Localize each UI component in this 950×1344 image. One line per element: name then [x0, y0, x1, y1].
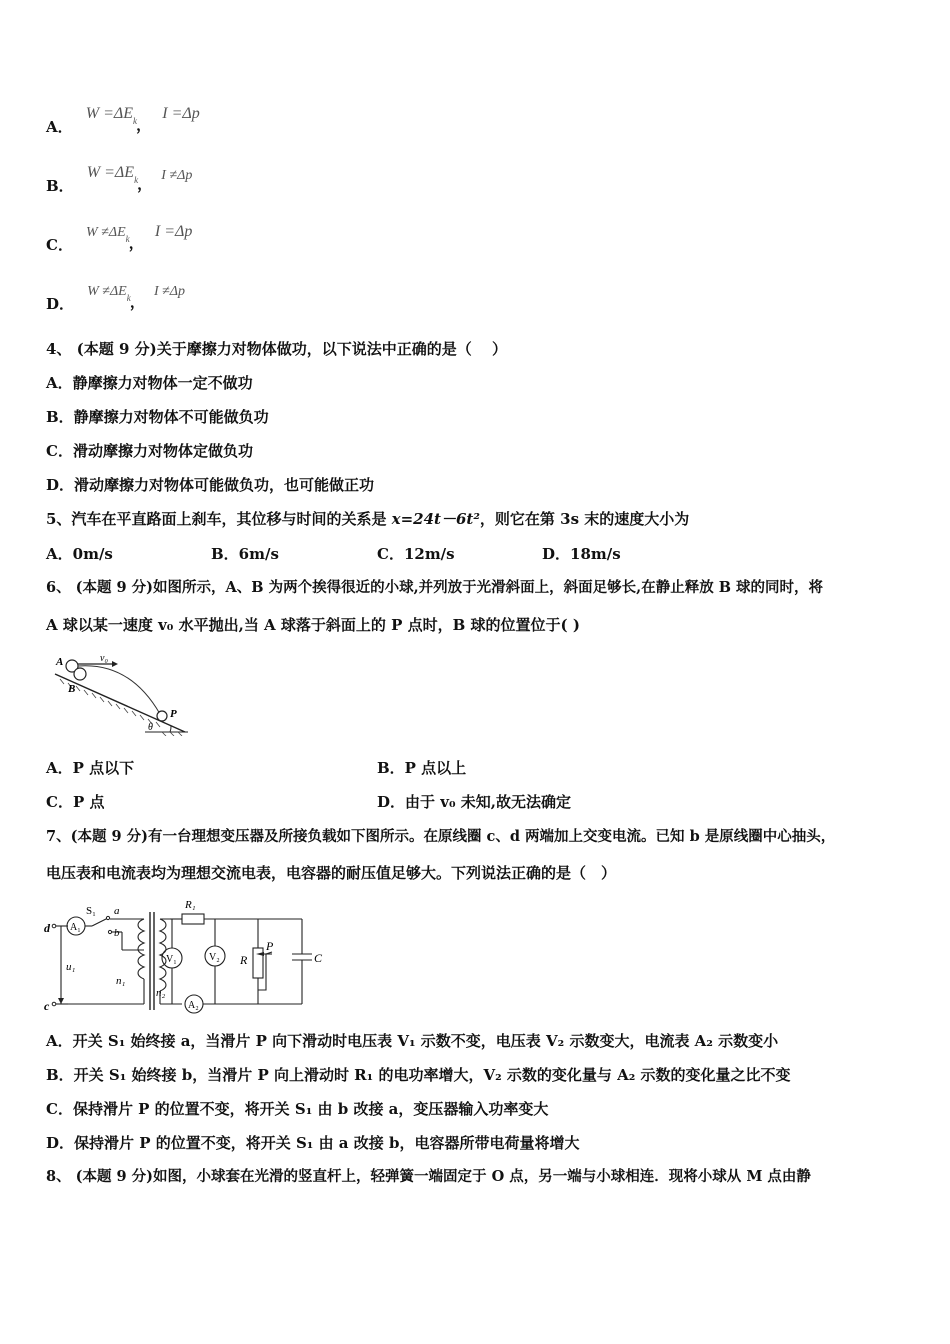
q3-option-b	[46, 163, 193, 195]
q6-option-c: C．P 点	[46, 793, 105, 811]
q4-option-d: D．滑动摩擦力对物体可能做负功，也可能做正功	[46, 476, 375, 494]
q5-option-c: C．12m/s	[377, 545, 455, 563]
label-a: A	[56, 656, 64, 668]
q7-option-d: D．保持滑片 P 的位置不变，将开关 S₁ 由 a 改接 b，电容器所带电荷量将增大	[46, 1134, 580, 1152]
q3-option-c	[46, 222, 193, 254]
separator: ，	[137, 175, 153, 193]
q5-option-d: D．18m/s	[542, 545, 621, 563]
label-p: P	[170, 708, 177, 720]
q3-option-d	[46, 281, 185, 313]
work-subscript: k	[133, 116, 138, 127]
label-r: R	[240, 953, 248, 967]
option-label: A．	[46, 118, 73, 136]
label-p: P	[266, 939, 274, 953]
impulse-expression: I ≠Δp	[161, 168, 193, 183]
q7-option-a: A．开关 S₁ 始终接 a，当滑片 P 向下滑动时电压表 V₁ 示数不变，电压表 V₂ 示数变大，电流表 A₂ 示数变小	[46, 1032, 779, 1050]
impulse-expression: I =Δp	[154, 223, 193, 240]
q5-formula: x=24t－6t²	[391, 510, 480, 528]
incline-figure	[50, 652, 190, 736]
q8-stem: 8、 (本题 9 分)如图，小球套在光滑的竖直杆上，轻弹簧一端固定于 O 点，另一端与小球相连．现将小球从 M 点由静	[46, 1168, 811, 1185]
q6-option-b: B．P 点以上	[377, 759, 467, 777]
work-expression: W ≠ΔE	[87, 284, 127, 299]
option-label: D．	[46, 295, 75, 313]
q5-stem-prefix: 5、汽车在平直路面上刹车，其位移与时间的关系是	[46, 510, 392, 528]
label-cap: C	[314, 951, 323, 965]
q6-stem-line1: 6、 (本题 9 分)如图所示，A、B 为两个挨得很近的小球,并列放于光滑斜面上，斜面足够长,在静止释放 B 球的同时，将	[46, 579, 824, 596]
work-expression: W ≠ΔE	[86, 225, 126, 240]
q7-stem-line1: 7、(本题 9 分)有一台理想变压器及所接负载如下图所示。在原线圈 c、d 两端加上交变电流。已知 b 是原线圈中心抽头，	[46, 828, 836, 845]
label-a: a	[114, 905, 120, 917]
label-r1: R₁	[185, 899, 196, 911]
q5-option-a: A．0m/s	[46, 545, 113, 563]
separator: ，	[128, 234, 144, 252]
label-n2: n₂	[156, 987, 166, 999]
ball-at-p	[157, 711, 167, 721]
transformer-circuit	[44, 892, 334, 1018]
q7-stem-line2: 电压表和电流表均为理想交流电表，电容器的耐压值足够大。下列说法正确的是（ ）	[46, 864, 617, 882]
label-v1: V₁	[166, 954, 177, 965]
label-d: d	[44, 921, 50, 935]
label-v2: V₂	[209, 952, 220, 963]
q3-option-a	[46, 104, 200, 136]
q7-option-b: B．开关 S₁ 始终接 b，当滑片 P 向上滑动时 R₁ 的电功率增大，V₂ 示数的变化量与 A₂ 示数的变化量之比不变	[46, 1066, 791, 1084]
label-c: c	[44, 999, 50, 1013]
q7-option-c: C．保持滑片 P 的位置不变，将开关 S₁ 由 b 改接 a，变压器输入功率变大	[46, 1100, 549, 1118]
label-v0: v₀	[100, 653, 108, 664]
label-s1: S₁	[86, 905, 96, 917]
work-expression: W =ΔE	[86, 164, 135, 181]
option-label: C．	[46, 236, 73, 254]
work-subscript: k	[126, 293, 131, 304]
label-a2: A₂	[188, 1000, 199, 1011]
label-a1: A₁	[70, 922, 81, 933]
label-u1: u₁	[66, 961, 76, 973]
impulse-expression: I =Δp	[162, 105, 200, 122]
label-n1: n₁	[116, 975, 126, 987]
label-theta: θ	[148, 722, 153, 733]
option-label: B．	[46, 177, 74, 195]
q6-stem-line2: A 球以某一速度 v₀ 水平抛出,当 A 球落于斜面上的 P 点时，B 球的位置位于( )	[46, 616, 580, 634]
q6-option-d: D．由于 v₀ 未知,故无法确定	[377, 793, 571, 811]
q5-stem-suffix: ，则它在第 3s 末的速度大小为	[479, 510, 690, 528]
impulse-expression: I ≠Δp	[153, 284, 185, 299]
ball-b	[74, 668, 86, 680]
work-expression: W =ΔE	[85, 105, 134, 122]
separator: ，	[129, 293, 145, 311]
separator: ，	[136, 116, 152, 134]
q4-option-a: A．静摩擦力对物体一定不做功	[46, 374, 253, 392]
work-subscript: k	[134, 175, 139, 186]
q6-option-a: A．P 点以下	[46, 759, 135, 777]
q4-stem: 4、 (本题 9 分)关于摩擦力对物体做功，以下说法中正确的是（ ）	[46, 340, 507, 358]
q4-option-c: C．滑动摩擦力对物体定做负功	[46, 442, 253, 460]
label-b: B	[68, 683, 76, 695]
q5-option-b: B．6m/s	[211, 545, 279, 563]
label-b: b	[114, 927, 120, 939]
q5-stem	[46, 510, 689, 528]
q4-option-b: B．静摩擦力对物体不可能做负功	[46, 408, 269, 426]
work-subscript: k	[125, 234, 130, 245]
